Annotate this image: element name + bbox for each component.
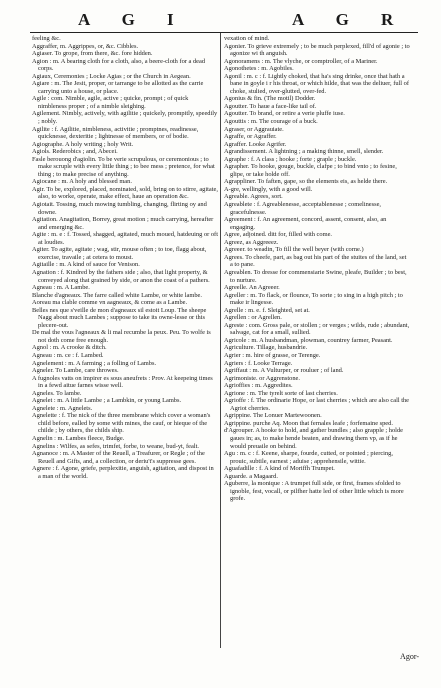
dictionary-entry: Agnelins : Wilfes, as sefes, trimfet, forbe, to weane, bud-yt, fealt. [32, 442, 199, 450]
dictionary-entry: Agneau : m. ce : f. Lambed. [32, 351, 104, 359]
dictionary-entry: Agnelin : m. Lambes fleece, Budge. [32, 434, 125, 442]
dictionary-entry: Agreablen. To dresse for commensiarie Swine, pleafe, Builder ; to best, to nurture. [224, 268, 407, 284]
dictionary-entry: Agneau : m. A Lambe. [32, 284, 90, 292]
dictionary-entry: Agrippine. purche Aq. Moon that fernales leafe ; forfemaine sped. [224, 419, 393, 427]
dictionary-entry: Agrier : m. hire of grasse, or Terenge. [224, 351, 321, 359]
dictionary-entry: Agneles. To lambe. [32, 389, 82, 397]
dictionary-entry: Agion : m. A bearing cloth for a cloth, also, a beere-cloth for a dead corps. [32, 57, 206, 73]
dictionary-entry: Belles nes que s'veille de mon d'agneaux sil estoit Loup. The sheepe Nagg about much Lambes ; suppose to take its owne-lesse or this plecere-out. [32, 306, 207, 329]
dictionary-entry: d'Agrouper. A hooke to hold, and gather bundles ; also grapple ; holde gaues in; as, to make hende beaten, and drawing them vp, as if he would preuaile on behind. [224, 427, 403, 450]
dictionary-entry: Agreable. Agrees, sort. [224, 193, 283, 201]
dictionary-entry: Agitaille : m. A kind of sauce for Venison. [32, 261, 140, 269]
dictionary-entry: Agreeer. to weadin, To fill the well beyer (with corne.) [224, 246, 364, 254]
right-column [224, 35, 410, 503]
running-header-left: A G I [78, 10, 188, 29]
dictionary-entry: Agiaux, Ceremonies ; Locke Agias ; or the Church in Aegean. [32, 72, 191, 80]
dictionary-entry: Agrellen : or Agrellen. [224, 314, 282, 322]
dictionary-entry: Agiographe. A holy writing ; holy Writ. [32, 140, 134, 148]
dictionary-entry: Agiols. Rederobics ; and, Abecei. [32, 148, 118, 156]
dictionary-entry: Aggraffer, m. Aggrippes, or, &c. Cibbles. [32, 42, 139, 50]
dictionary-entry: Agrappliner. To faften, gape, so the elements eis, as helde there. [224, 178, 388, 186]
dictionary-entry: Agile : com. Nimble, agile, active ; quicke, prompt ; of quick nimbleness proper ; of a nimble sleighing. [32, 95, 189, 110]
dictionary-entry: Agriffaut : m. A Vulturper, or rouluer ; of land. [224, 367, 344, 375]
dictionary-entry: Agree, adjoined. ditt for, filled with come. [224, 231, 332, 239]
dictionary-entry: Agonier. To grieve extremely ; to be much perplexed, fill'd of agonie ; to agonize wi th anguish. [224, 42, 410, 58]
dictionary-entry: De mal the vous l'agneaux & li mal recumbe la peux. Peu. To wolfe is not doth come free enough. [32, 329, 211, 344]
dictionary-entry: Agraser, or Aggrauiate. [224, 125, 284, 133]
dictionary-entry: Agiotait. Tossing, much mowing tumbling, changing, flirting oy and downe. [32, 201, 207, 216]
dictionary-entry: vexation of mind. [224, 35, 270, 42]
left-column [32, 35, 218, 480]
dictionary-entry: Agrimoniste. or Aggrenstone. [224, 374, 300, 382]
dictionary-entry: Agreste : com. Gross pale, or stollen ; or verges ; wilds, rude ; abundant, salvage, cat for a small, sullied. [224, 321, 410, 337]
dictionary-entry: Agreller : m. To flack, or flounce, To sorte ; to sing in a high pitch ; to make ir lingesse. [224, 291, 403, 307]
dictionary-entry: Agilement. Nimbly, actively, with agilitie ; quickely, prompitly, speedily ; nobly. [32, 110, 218, 126]
dictionary-entry: Agiocane : m. A holy and blessed man. [32, 178, 132, 186]
dictionary-entry: Fasle berouong d'agiolin. To be verie scrupulous, or ceremonious ; to make scruple with every little thing ; to bee mess ; pretence, for what thing ; to make precise of anything. [32, 155, 215, 178]
dictionary-entry: Agite : m. e : f. Tossed, shagged, agitated, much moued, hatdeuing or oft at loudies. [32, 231, 218, 246]
dictionary-entry: Agnol : m. A crooke & ditch. [32, 344, 107, 352]
dictionary-entry: Aguberre, la monique : A trumpet full side, or first, frames sfolded to ignoble, fest, vocall, or pilfher hatte led of other little which is more grofe. [224, 480, 404, 503]
dictionary-entry: Agrapher. To hooke, gouge, buckle, clafpe ; to bind vnto ; to fesine, glipe, or take holde off. [224, 163, 397, 178]
dictionary-entry: Agreement : f. An agreement, concord, assent, consent, also, an engaging. [224, 216, 387, 231]
column-divider [220, 33, 221, 648]
dictionary-entry: Blanche d'agneaux. The farre called white Lambe, or white lambe. [32, 291, 202, 299]
dictionary-entry: A-gre, wellingly, with a good will. [224, 185, 313, 193]
dictionary-entry: Agraphe : f. A class ; hooke ; forte ; graple ; buckle. [224, 155, 357, 163]
dictionary-entry: Agneler. To Lambe, care throwes. [32, 367, 119, 375]
dictionary-entry: Agiare : m. The Jesit, proper, or tarrange to be allotted as the carrie carrying unto a house, or place. [32, 80, 204, 95]
dictionary-entry: Agir. To be, explored, placed, nominated, sold, bring on to stirre, agitate, also, to worke, operate, make effect, haue an operation &c. [32, 185, 218, 201]
dictionary-entry: Agonothetes : m. Agobiles. [224, 65, 294, 73]
dictionary-entry: Agnelet : m. A little Lambe ; a Lambkin, or young Lambs. [32, 397, 182, 405]
dictionary-entry: Agnelette : f. The nick of the three membrane which cover a woman's child before, ealled by some with mines, the cauf, or hieque of the childe ; by others, the childs ship. [32, 412, 211, 435]
dictionary-entry: Agonil : m. c : f. Lightly choked, that ha's sing drinke, once that hath a bane in goyle i r his throat, or which hilde, that was the deliuer, full of choke, stulied, over-glutted, over-fed. [224, 72, 409, 95]
dictionary-entry: Agrelle : m. e. f. Sleighted, set at. [224, 306, 310, 314]
dictionary-entry: Agilite : f. Agilitie, nimbleness, activitie ; promptnes, readinesse, quicknesse, dexteritie ; lightnesse of members, or of bodie. [32, 125, 199, 141]
dictionary-entry: Agraffer. Looke Agrifer. [224, 140, 287, 148]
dictionary-entry: Aoreau ma clable comme vn aagneaux, & come as a Lambe. [32, 299, 188, 307]
dictionary-entry: Agrees. To cheefe, part, as bag out his part of the stuites of the land, set a to pane. [224, 253, 407, 269]
dictionary-entry: Agreablete : f. Agreablenesse, acceptablenesse ; comelinesse, gracefulnesse. [224, 201, 382, 216]
dictionary-entry: feeling &c. [32, 35, 61, 42]
dictionary-entry: Aguarde. a Magaard. [224, 472, 278, 480]
dictionary-entry: Agrippine. The Lonuer Martewoonen. [224, 412, 322, 420]
dictionary-entry: Agriers : f. Looke Terrage. [224, 359, 293, 367]
dictionary-entry: Agnanoce : m. A Master of the Reuell, a Treafurer, or Regle ; of the Reuell and Gifts, and, a collection, or deriu't's suppresse gees. [32, 450, 205, 465]
dictionary-entry: Agu : m. c : f. Keene, sharpe, fourde, cutted, or pointed ; piercing, prouic, subtile, earnest ; aduise ; apprehensile, wittie. [224, 450, 393, 465]
dictionary-entry: Agricole : m. A husbandman, plowman, countrey farmer, Peasant. [224, 336, 393, 344]
dictionary-entry: Agonoramens : m. The vlyche, or comptroller, of a Mariner. [224, 57, 378, 65]
dictionary-entry: Agnelement : m. A farming ; a folling of Lambs. [32, 359, 157, 367]
dictionary-entry: Agrioffies : m. Aggredites. [224, 382, 293, 390]
dictionary-entry: Agreelle. An Agreeer. [224, 284, 280, 292]
dictionary-entry: Agouttis : m. The courage of a buck. [224, 118, 318, 126]
header-rule [30, 32, 418, 33]
dictionary-entry: Agitation. Anagitation, Borrey, great motion ; much carrying, hereafter and emerging &c. [32, 216, 214, 231]
dictionary-entry: Agiter. To agite, agitate ; wag, stir, mouse often ; to toe, flagg about, exercise, travaile ; at cetera to moust. [32, 246, 207, 261]
dictionary-entry: Agiaser. To grope, from there, &c. fore hidden. [32, 50, 153, 58]
running-header-right: A G R [292, 10, 408, 29]
dictionary-entry: Agonius & fin. (The motil) Dodder. [224, 95, 316, 103]
dictionary-entry: Agrandissement. A lightning ; a making thinne, smell, slender. [224, 148, 384, 156]
catchword: Agor- [400, 652, 419, 661]
dictionary-entry: Agriculture. Tillage, husbandrie. [224, 344, 308, 352]
dictionary-entry: Agnelete : m. Agnelets. [32, 404, 93, 412]
dictionary-entry: Agoutter. To haue a face-like tail of. [224, 102, 317, 110]
dictionary-entry: A fugnoles vatts on impirer es sous aneufrets : Prov. At keepeing times in a fewd aitue farnes wisse well. [32, 374, 213, 390]
dictionary-entry: Agoutter. To brand, or retire a verie pluffe iuse. [224, 110, 345, 118]
dictionary-entry: Agrioffe : f. The ordinarie Hope, or last cherries ; which are also call the Agriot cherries. [224, 397, 410, 412]
dictionary-entry: Agraffe, or Agraffer. [224, 133, 277, 141]
dictionary-entry: Agrione : m. The tyrelt sorte of last cherries. [224, 389, 338, 397]
dictionary-entry: Agreez, as Aggreeez. [224, 238, 279, 246]
dictionary-entry: Aguafadille : f. A kind of Moriffh Trumpet. [224, 465, 335, 473]
dictionary-entry: Agnere : f. Agone, griefe, perplexitie, anguish, agitation, and dispost in a man of the world. [32, 465, 214, 480]
dictionary-entry: Agnation : f. Kindred by the fathers side ; also, that light property, & conveyed along that grained by side, or anon the coast of a pathers. [32, 268, 210, 284]
